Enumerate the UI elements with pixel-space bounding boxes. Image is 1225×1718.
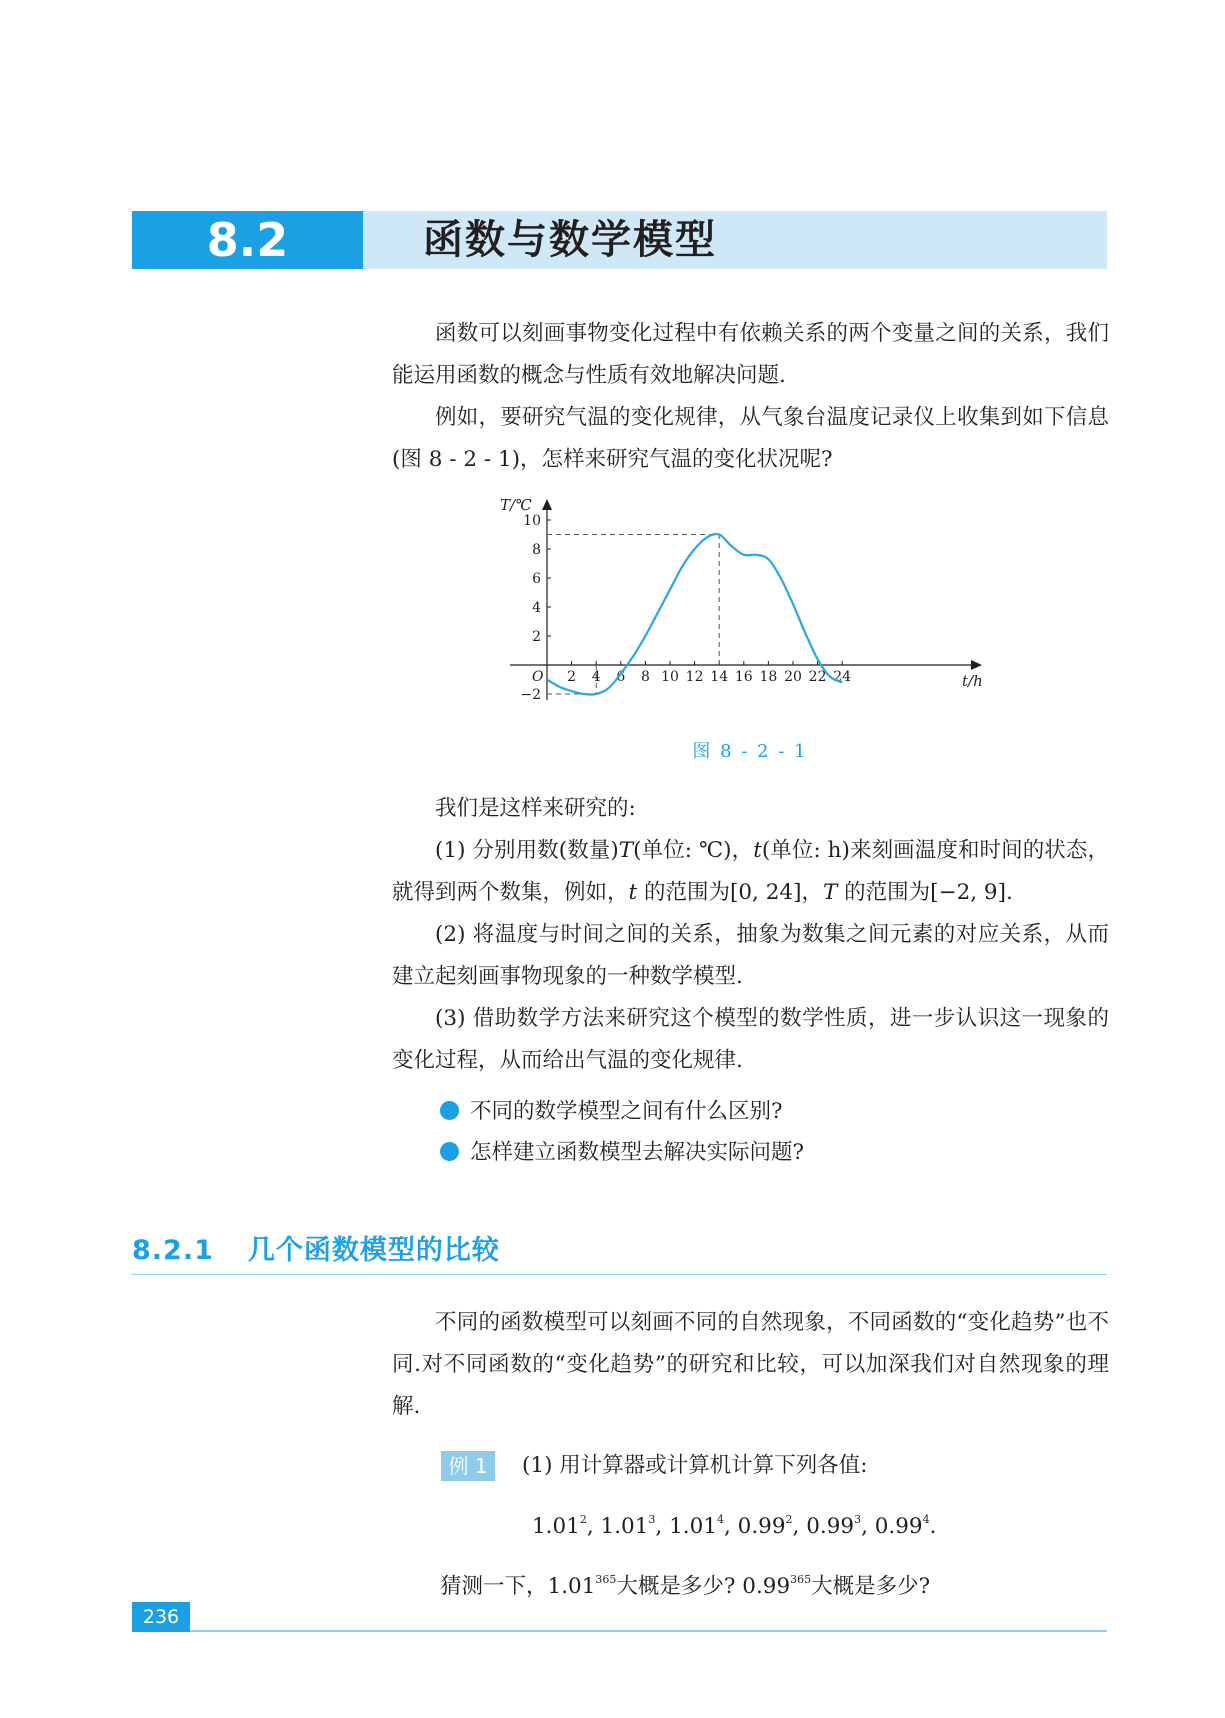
y-tick-label: 2 xyxy=(532,629,541,645)
temperature-chart xyxy=(490,495,990,720)
origin-label: O xyxy=(532,669,544,685)
x-tick-label: 14 xyxy=(710,669,729,685)
example-value: 0.99$^4$ xyxy=(874,1513,930,1539)
y-tick-label: 8 xyxy=(532,542,541,558)
y-tick-label: 6 xyxy=(532,571,541,587)
x-axis-label: t/h xyxy=(962,672,983,690)
bullet-item-2: 怎样建立函数模型去解决实际问题? xyxy=(440,1133,804,1173)
section-number: 8.2 xyxy=(132,211,363,269)
example-value: 1.01$^4$ xyxy=(669,1513,724,1539)
section-title: 函数与数学模型 xyxy=(423,217,717,263)
subsection-divider xyxy=(132,1274,1107,1275)
bullet-dot-icon xyxy=(440,1101,459,1120)
x-tick-label: 22 xyxy=(808,669,827,685)
steps-text xyxy=(392,788,1109,1082)
example-text: (1) 用计算器或计算机计算下列各值: xyxy=(522,1453,868,1478)
page-number: 236 xyxy=(132,1602,190,1632)
example-value: 0.99$^2$ xyxy=(737,1513,793,1539)
y-tick-label: −2 xyxy=(520,687,541,703)
intro-text xyxy=(392,313,1109,481)
step-3: (3) 借助数学方法来研究这个模型的数学性质，进一步认识这一现象的变化过程，从而给出气温的变化规律. xyxy=(392,1006,1109,1073)
y-axis-label: T/℃ xyxy=(500,496,532,514)
example-tag: 例 1 xyxy=(441,1451,495,1481)
subsection-title: 几个函数模型的比较 xyxy=(247,1235,500,1266)
y-tick-label: 4 xyxy=(532,600,541,616)
example-value: 0.99$^3$ xyxy=(806,1513,862,1539)
example-value: 1.01$^3$ xyxy=(600,1513,656,1539)
x-tick-label: 4 xyxy=(591,669,601,685)
bullet-item-1: 不同的数学模型之间有什么区别? xyxy=(440,1092,783,1132)
x-tick-label: 24 xyxy=(833,669,852,685)
subsection-intro: 不同的函数模型可以刻画不同的自然现象，不同函数的“变化趋势”也不同.对不同函数的“变化趋势”的研究和比较，可以加深我们对自然现象的理解. xyxy=(392,1310,1109,1419)
x-tick-label: 16 xyxy=(734,669,753,685)
y-tick-label: 10 xyxy=(523,513,541,529)
x-tick-label: 6 xyxy=(616,669,626,685)
step-2: (2) 将温度与时间之间的关系，抽象为数集之间元素的对应关系，从而建立起刻画事物现象的一种数学模型. xyxy=(392,922,1109,989)
example-values: 1.01$^2$, 1.01$^3$, 1.01$^4$, 0.99$^2$, 0.99$^3$, 0.99$^4$. xyxy=(532,1513,937,1539)
x-tick-label: 8 xyxy=(640,669,650,685)
x-tick-label: 18 xyxy=(759,669,778,685)
example-question: 猜测一下，1.01$^{365}$大概是多少? 0.99$^{365}$大概是多少? xyxy=(440,1573,931,1599)
footer-divider xyxy=(190,1630,1107,1632)
example-value: 1.01$^2$ xyxy=(532,1513,587,1539)
x-tick-label: 12 xyxy=(685,669,704,685)
intro-paragraph-2: 例如，要研究气温的变化规律，从气象台温度记录仪上收集到如下信息(图 8 - 2 - 1)，怎样来研究气温的变化状况呢? xyxy=(392,405,1109,472)
subsection-heading xyxy=(132,1228,500,1267)
subsection-number: 8.2.1 xyxy=(132,1235,214,1266)
x-tick-label: 10 xyxy=(661,669,679,685)
step-1: (1) 分别用数(数量)T(单位: ℃)，t(单位: h)来刻画温度和时间的状态，就得到两个数集，例如，t 的范围为[0, 24]，T 的范围为[−2, 9]. xyxy=(392,838,1109,905)
steps-lead: 我们是这样来研究的: xyxy=(435,796,636,821)
intro-paragraph-1: 函数可以刻画事物变化过程中有依赖关系的两个变量之间的关系，我们能运用函数的概念与性质有效地解决问题. xyxy=(392,321,1109,388)
y-axis-arrow-icon xyxy=(542,499,552,510)
x-tick-label: 20 xyxy=(784,669,802,685)
figure-caption: 图 8 - 2 - 1 xyxy=(692,741,808,762)
x-tick-label: 2 xyxy=(567,669,577,685)
x-axis-arrow-icon xyxy=(971,660,982,670)
bullet-dot-icon xyxy=(440,1142,459,1161)
